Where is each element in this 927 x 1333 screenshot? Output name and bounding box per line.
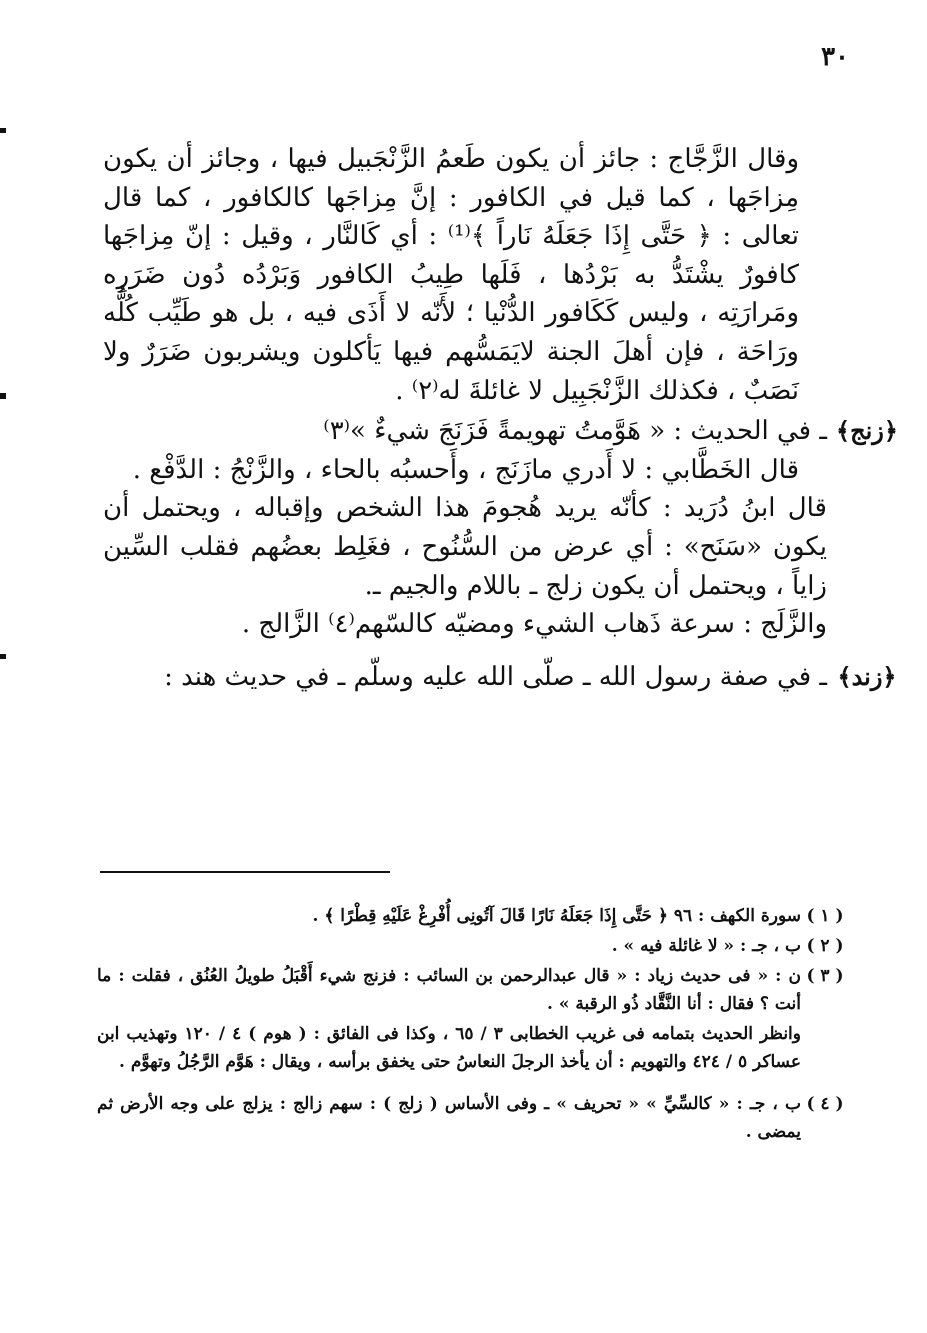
footnote-text: ب ، جـ : « كالسِّيِّ » « تحريف » ـ وفى الأساس ( زلج ) : سهم زالج : يزلج على وجه الأرض ثم يمضى .: [97, 1094, 801, 1142]
footnote-gap: [97, 1078, 849, 1090]
footnote-number: ( ٣ ): [806, 966, 844, 986]
main-text: [103, 140, 898, 696]
entry-lead: ـ في الحديث : « هَوَّمتُ تهويمةً فَزَنَجَ شيءٌ »⁽٣⁾: [323, 416, 827, 447]
footnote-text: وانظر الحديث بتمامه فى غريب الخطابى ٣ / ٦٥ ، وكذا فى الفائق : ( هوم ) ٤ / ١٢٠ وتهذيب ابن عساكر ٥ / ٤٢٤ والتهويم : أن يأخذ الرجلَ النعاسُ حتى يخفق برأسه ، ويقال : هَوَّم الرَّجُلُ وتهوَّم .: [97, 1024, 801, 1072]
footnote-text: ن : « فى حديث زياد : « قال عبدالرحمن بن السائب : فزنج شيء أَقْبَلُ طويلُ العُنُق ، فقلت : ما أنت ؟ فقال : أنا النَّقَّاد ذُو الرقبة » .: [97, 966, 801, 1014]
body-paragraph: قال الخَطَّابي : لا أَدري مازَنَج ، وأَحسبُه بالحاء ، والزَّنْجُ : الدَّفْع .: [132, 454, 799, 485]
footnote: [97, 1090, 849, 1146]
footnotes: [97, 902, 849, 1148]
footnote: [97, 932, 849, 960]
footnote-number: ( ٤ ): [806, 1094, 844, 1114]
footnote-separator: [100, 871, 390, 873]
entry-zanj: [103, 412, 898, 644]
footnote: [97, 962, 849, 1018]
footnote-number: ( ١ ): [806, 906, 844, 926]
footnote: [97, 1020, 849, 1076]
footnote-text: سورة الكهف : ٩٦ ﴿ حَتَّى إِذَا جَعَلَهُ نَارًا قَالَ آتُونِى أُفْرِغْ عَلَيْهِ قِطْرًا ﴾ .: [312, 906, 801, 926]
body-paragraph: وقال الزَّجَّاج : جائز أن يكون طَعمُ الزَّنْجَبيل فيها ، وجائز أن يكون مِزاجَها ، كما قيل في الكافور : إنَّ مِزاجَها كالكافور ، كما قال تعالى : ﴿ حَتَّى إِذَا جَعَلَهُ نَاراً ﴾⁽¹⁾ : أي كَالنَّار ، وقيل : إنّ مِزاجَها كافورٌ يشْتَدُّ به بَرْدُها ، فَلَها طِيبُ الكافور وَبَرْدُه دُون ضَرَرِه ومَرارَتِه ، وليس كَكَافور الدُّنْيا ؛ لأَنّه لا أَذَى فيه ، بل هو طَيِّب كُلُّه ورَاحَة ، فإن أهلَ الجنة لايَمَسُّهم فيها يَأكلون ويشربون ضَرَرٌ ولا نَصَبٌ ، فكذلك الزَّنْجَبِيل لا غائلةَ له⁽٢⁾ .: [103, 144, 799, 406]
footnote: [97, 902, 849, 930]
scan-edge-mark: [0, 393, 6, 399]
page-number: ٣٠: [821, 42, 849, 72]
footnote-number: ( ٢ ): [806, 936, 844, 956]
entry-keyword: ﴿زنج﴾: [836, 416, 898, 446]
footnote-text: ب ، جـ : « لا غائلة فيه » .: [611, 936, 801, 956]
body-paragraph: قال ابنُ دُرَيد : كأنّه يريد هُجومَ هذا الشخص وإقباله ، ويحتمل أن يكون «سَنَح» : أي عرض من السُّنُوح ، فغَلِط بعضُهم فقلب السِّين زاياً ، ويحتمل أن يكون زلج ـ باللام والجيم ـ.: [103, 493, 827, 601]
body-paragraph: والزَّلَج : سرعة ذَهاب الشيء ومضيّه كالسّهم⁽٤⁾ الزَّالج .: [241, 609, 827, 640]
footnote-number: [801, 1020, 849, 1076]
scan-edge-mark: [0, 128, 6, 133]
entry-zand: [103, 658, 897, 697]
scan-edge-mark: [0, 654, 6, 659]
entry-keyword: ﴿زند﴾: [837, 661, 897, 691]
entry-lead: ـ في صفة رسول الله ـ صلّى الله عليه وسلّم ـ في حديث هند :: [164, 661, 827, 692]
